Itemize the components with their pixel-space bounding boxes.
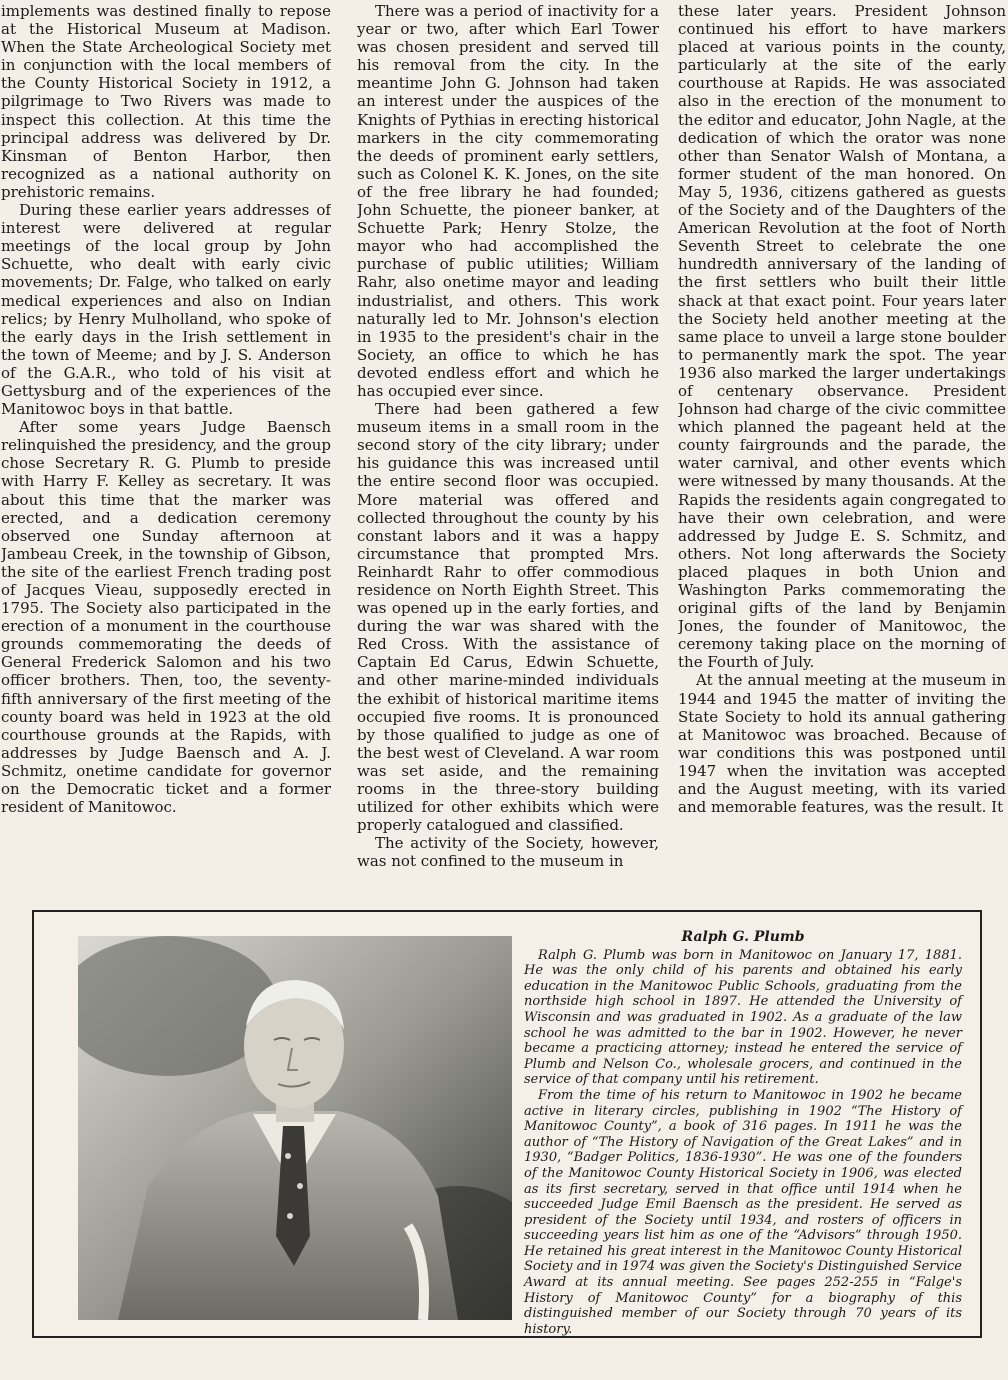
portrait-illustration <box>78 936 512 1320</box>
paragraph: The activity of the Society, however, was not confined to the museum in <box>357 834 659 871</box>
article-body <box>0 2 1008 902</box>
paragraph: After some years Judge Baensch relinquished the presidency, and the group chose Secretary R. G. Plumb to preside with Harry F. Kelley as secretary. It was about this time that the marker was erected, and a dedication ceremony observed one Sunday afternoon at Jambeau Creek, in the township of Gibson, the site of the earliest French trading post of Jacques Vieau, supposedly erected in 1795. The Society also participated in the erection of a monument in the courthouse grounds commemorating the deeds of General Frederick Salomon and his two officer brothers. Then, too, the seventy-fifth anniversary of the first meeting of the county board was held in 1923 at the old courthouse grounds at the Rapids, with addresses by Judge Baensch and A. J. Schmitz, onetime candidate for governor on the Democratic ticket and a former resident of Manitowoc. <box>1 418 331 817</box>
paragraph: There was a period of inactivity for a year or two, after which Earl Tower was chosen president and served till his removal from the city. In the meantime John G. Johnson had taken an interest under the auspices of the Knights of Pythias in erecting historical markers in the city commemorating the deeds of prominent early settlers, such as Colonel K. K. Jones, on the site of the free library he had founded; John Schuette, the pioneer banker, at Schuette Park; Henry Stolze, the mayor who had accomplished the purchase of public utilities; William Rahr, also onetime mayor and leading industrialist, and others. This work naturally led to Mr. Johnson's election in 1935 to the president's chair in the Society, an office to which he has devoted endless effort and which he has occupied ever since. <box>357 2 659 400</box>
column-3 <box>678 2 1006 902</box>
paragraph: implements was destined finally to repose at the Historical Museum at Madison. When the State Archeological Society met in conjunction with the local members of the County Historical Society in 1912, a pilgrimage to Two Rivers was made to inspect this collection. At this time the principal address was delivered by Dr. Kinsman of Benton Harbor, then recognized as a national authority on prehistoric remains. <box>1 2 331 201</box>
caption-title: Ralph G. Plumb <box>681 929 805 945</box>
biography-sidebar <box>32 910 982 1338</box>
biography-caption <box>524 930 962 1337</box>
paragraph: these later years. President Johnson continued his effort to have markers placed at various points in the county, particularly at the site of the early courthouse at Rapids. He was associated also in the erection of the monument to the editor and educator, John Nagle, at the dedication of which the orator was none other than Senator Walsh of Montana, a former student of the man honored. On May 5, 1936, citizens gathered as guests of the Society and of the Daughters of the American Revolution at the foot of North Seventh Street to celebrate the one hundredth anniversary of the landing of the first settlers who built their little shack at that exact point. Four years later the Society held another meeting at the same place to unveil a large stone boulder to permanently mark the spot. The year 1936 also marked the larger undertakings of centenary observance. President Johnson had charge of the civic committee which planned the pageant held at the county fairgrounds and the parade, the water carnival, and other events which were witnessed by many thousands. At the Rapids the residents again congregated to have their own celebration, and were addressed by Judge E. S. Schmitz, and others. Not long afterwards the Society placed plaques in both Union and Washington Parks commemorating the original gifts of the land by Benjamin Jones, the founder of Manitowoc, the ceremony taking place on the morning of the Fourth of July. <box>678 2 1006 672</box>
column-2 <box>357 2 659 902</box>
portrait-photo <box>78 936 512 1320</box>
paragraph: At the annual meeting at the museum in 1944 and 1945 the matter of inviting the State Society to hold its annual gathering at Manitowoc was broached. Because of war conditions this was postponed until 1947 when the invitation was accepted and the August meeting, with its varied and memorable features, was the result. It <box>678 671 1006 817</box>
caption-paragraph: Ralph G. Plumb was born in Manitowoc on January 17, 1881. He was the only child of his parents and obtained his early education in the Manitowoc Public Schools, graduating from the northside high school in 1897. He attended the University of Wisconsin and was graduated in 1902. As a graduate of the law school he was admitted to the bar in 1902. However, he never became a practicing attorney; instead he entered the service of Plumb and Nelson Co., wholesale grocers, and continued in the service of that company until his retirement. <box>524 947 962 1088</box>
paragraph: There had been gathered a few museum items in a small room in the second story of the city library; under his guidance this was increased until the entire second floor was occupied. More material was offered and collected throughout the county by his constant labors and it was a happy circumstance that prompted Mrs. Reinhardt Rahr to offer commodious residence on North Eighth Street. This was opened up in the early forties, and during the war was shared with the Red Cross. With the assistance of Captain Ed Carus, Edwin Schuette, and other marine-minded individuals the exhibit of historical maritime items occupied five rooms. It is pronounced by those qualified to judge as one of the best west of Cleveland. A war room was set aside, and the remaining rooms in the three-story building utilized for other exhibits which were properly catalogued and classified. <box>357 400 659 835</box>
caption-paragraph: From the time of his return to Manitowoc in 1902 he became active in literary circles, publishing in 1902 “The History of Manitowoc County”, a book of 316 pages. In 1911 he was the author of “The History of Navigation of the Great Lakes” and in 1930, “Badger Politics, 1836-1930”. He was one of the founders of the Manitowoc County Historical Society in 1906, was elected as its first secretary, served in that office until 1914 when he succeeded Judge Emil Baensch as the president. He served as president of the Society until 1934, and rosters of officers in succeeding years list him as one of the “Advisors” through 1950. He retained his great interest in the Manitowoc County Historical Society and in 1974 was given the Society's Distinguished Service Award at its annual meeting. See pages 252-255 in “Falge's History of Manitowoc County” for a biography of this distinguished member of our Society through 70 years of its history. <box>524 1087 962 1337</box>
paragraph: During these earlier years addresses of interest were delivered at regular meetings of the local group by John Schuette, who dealt with early civic movements; Dr. Falge, who talked on early medical experiences and also on Indian relics; by Henry Mulholland, who spoke of the early days in the Irish settlement in the town of Meeme; and by J. S. Anderson of the G.A.R., who told of his visit at Gettysburg and of the experiences of the Manitowoc boys in that battle. <box>1 201 331 419</box>
column-1 <box>1 2 331 902</box>
